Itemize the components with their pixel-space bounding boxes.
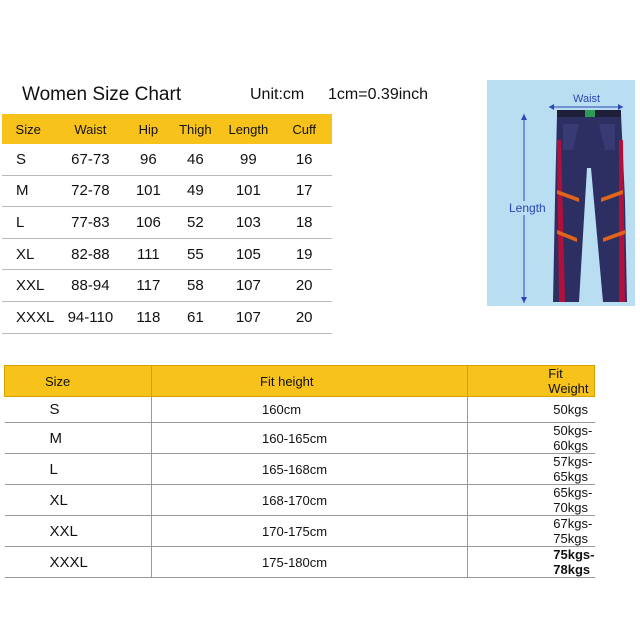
- table-row: [5, 516, 595, 547]
- col-header-size: Size: [5, 366, 152, 397]
- product-illustration: [487, 80, 635, 306]
- length-arrow-down-icon: [521, 297, 527, 303]
- table-cell: 160cm: [152, 397, 468, 423]
- waist-label: Waist: [573, 93, 601, 105]
- table-cell: XL: [5, 485, 152, 516]
- col-header-size: Size: [2, 114, 54, 144]
- table-cell: L: [5, 454, 152, 485]
- table-row: [2, 175, 332, 207]
- table-cell: 107: [220, 301, 276, 333]
- table-cell: 82-88: [54, 238, 126, 270]
- table-row: [5, 423, 595, 454]
- table-cell: 20: [276, 301, 332, 333]
- table-cell: 111: [126, 238, 170, 270]
- fit-chart-header-row: [5, 366, 595, 397]
- table-cell: 77-83: [54, 207, 126, 239]
- table-cell: 175-180cm: [152, 547, 468, 578]
- table-row: [5, 485, 595, 516]
- col-header-fit-height: Fit height: [152, 366, 468, 397]
- size-chart-table: [2, 114, 332, 334]
- table-cell: 160-165cm: [152, 423, 468, 454]
- table-cell: 106: [126, 207, 170, 239]
- col-header-length: Length: [220, 114, 276, 144]
- table-row: [5, 397, 595, 423]
- table-row: [2, 301, 332, 333]
- table-cell: M: [2, 175, 54, 207]
- table-cell: 75kgs-78kgs: [468, 547, 595, 578]
- length-label: Length: [509, 201, 546, 215]
- table-cell: 17: [276, 175, 332, 207]
- table-cell: 50kgs: [468, 397, 595, 423]
- col-header-thigh: Thigh: [170, 114, 220, 144]
- table-row: [2, 238, 332, 270]
- unit-label: Unit:cm: [250, 86, 305, 103]
- table-cell: 117: [126, 270, 170, 302]
- table-cell: XXXL: [5, 547, 152, 578]
- table-row: [5, 547, 595, 578]
- table-cell: 65kgs-70kgs: [468, 485, 595, 516]
- col-header-cuff: Cuff: [276, 114, 332, 144]
- belt-buckle: [585, 110, 595, 117]
- table-cell: 99: [220, 144, 276, 175]
- table-cell: 46: [170, 144, 220, 175]
- fit-chart-table: [4, 365, 595, 578]
- length-arrow-up-icon: [521, 114, 527, 120]
- table-cell: S: [2, 144, 54, 175]
- table-cell: 118: [126, 301, 170, 333]
- table-cell: 88-94: [54, 270, 126, 302]
- table-row: [2, 270, 332, 302]
- table-row: [5, 454, 595, 485]
- col-header-hip: Hip: [126, 114, 170, 144]
- table-cell: 101: [126, 175, 170, 207]
- table-cell: 57kgs-65kgs: [468, 454, 595, 485]
- table-cell: 61: [170, 301, 220, 333]
- table-cell: 101: [220, 175, 276, 207]
- table-row: [2, 144, 332, 175]
- size-chart-header-row: [2, 114, 332, 144]
- col-header-waist: Waist: [54, 114, 126, 144]
- table-cell: 165-168cm: [152, 454, 468, 485]
- table-cell: 55: [170, 238, 220, 270]
- table-cell: XXL: [5, 516, 152, 547]
- table-cell: 50kgs-60kgs: [468, 423, 595, 454]
- table-cell: 52: [170, 207, 220, 239]
- table-row: [2, 207, 332, 239]
- table-cell: XL: [2, 238, 54, 270]
- table-cell: 20: [276, 270, 332, 302]
- table-cell: 72-78: [54, 175, 126, 207]
- table-cell: 67-73: [54, 144, 126, 175]
- page-title: Women Size Chart: [22, 84, 182, 105]
- table-cell: 105: [220, 238, 276, 270]
- table-cell: 19: [276, 238, 332, 270]
- table-cell: S: [5, 397, 152, 423]
- table-cell: 107: [220, 270, 276, 302]
- table-cell: M: [5, 423, 152, 454]
- table-cell: L: [2, 207, 54, 239]
- table-cell: 18: [276, 207, 332, 239]
- waist-arrow-right-icon: [618, 104, 623, 110]
- table-cell: XXXL: [2, 301, 54, 333]
- table-cell: 168-170cm: [152, 485, 468, 516]
- pants-diagram: [487, 80, 635, 306]
- table-cell: 103: [220, 207, 276, 239]
- conversion-label: 1cm=0.39inch: [328, 86, 429, 103]
- table-cell: XXL: [2, 270, 54, 302]
- table-cell: 49: [170, 175, 220, 207]
- table-cell: 58: [170, 270, 220, 302]
- col-header-fit-weight: Fit Weight: [468, 366, 595, 397]
- waist-arrow-left-icon: [549, 104, 554, 110]
- table-cell: 96: [126, 144, 170, 175]
- table-cell: 67kgs-75kgs: [468, 516, 595, 547]
- table-cell: 94-110: [54, 301, 126, 333]
- table-cell: 170-175cm: [152, 516, 468, 547]
- table-cell: 16: [276, 144, 332, 175]
